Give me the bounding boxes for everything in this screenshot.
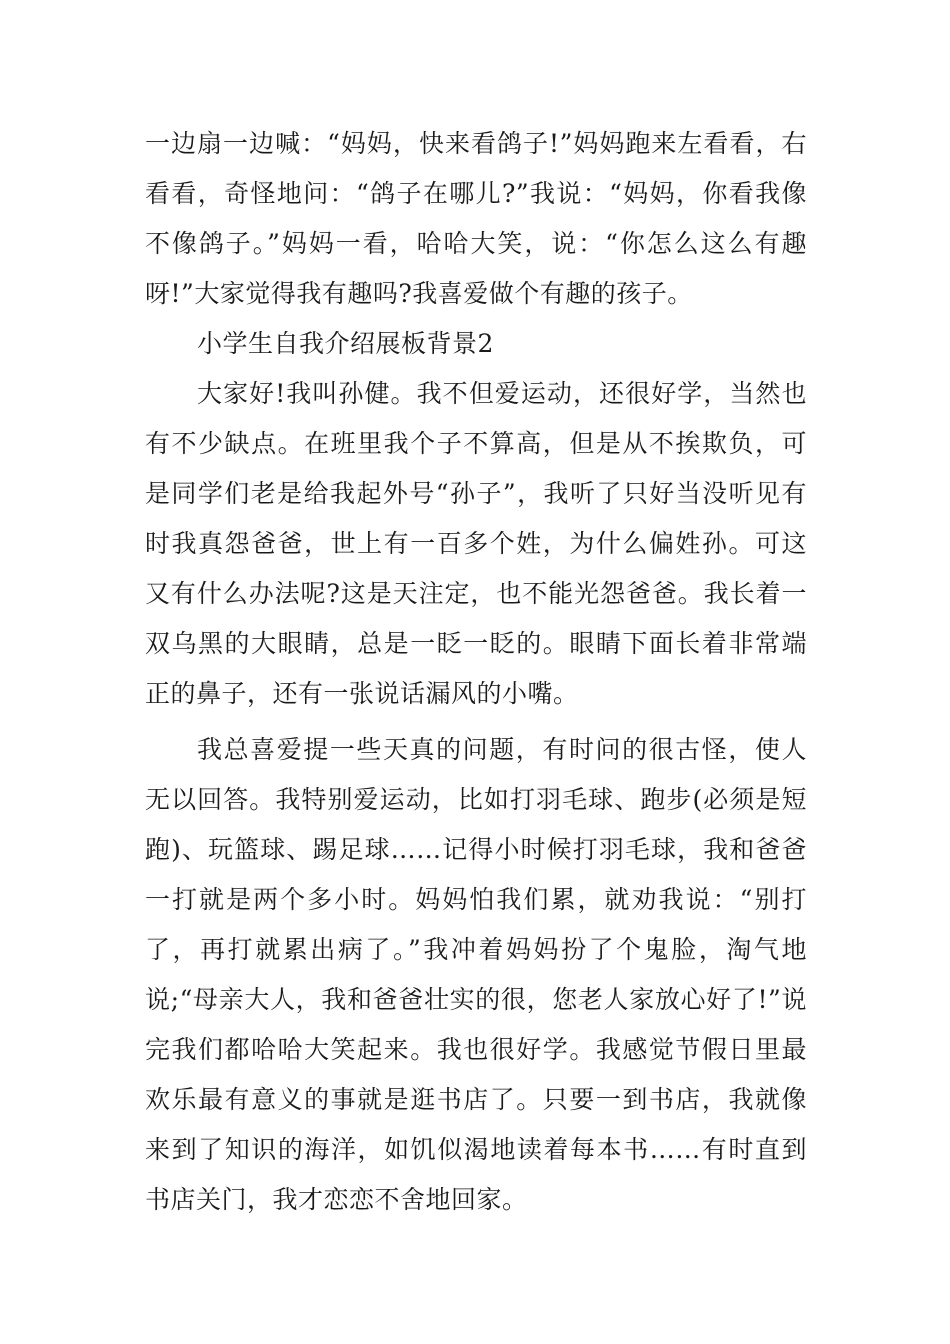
paragraph-hobbies: 我总喜爱提一些天真的问题，有时问的很古怪，使人无以回答。我特别爱运动，比如打羽毛球、跑步(必须是短跑)、玩篮球、踢足球……记得小时候打羽毛球，我和爸爸一打就是两个多小时。妈妈怕我们累，就劝我说：“别打了，再打就累出病了。”我冲着妈妈扮了个鬼脸，淘气地说;“母亲大人，我和爸爸壮实的很，您老人家放心好了!”说完我们都哈哈大笑起来。我也很好学。我感觉节假日里最欢乐最有意义的事就是逛书店了。只要一到书店，我就像来到了知识的海洋，如饥似渴地读着每本书……有时直到书店关门，我才恋恋不舍地回家。 (145, 735, 807, 1214)
document-body (145, 119, 807, 1225)
paragraph-self-intro: 大家好!我叫孙健。我不但爱运动，还很好学，当然也有不少缺点。在班里我个子不算高，但是从不挨欺负，可是同学们老是给我起外号“孙子”，我听了只好当没听见有时我真怨爸爸，世上有一百多个姓，为什么偏姓孙。可这又有什么办法呢?这是天注定，也不能光怨爸爸。我长着一双乌黑的大眼睛，总是一眨一眨的。眼睛下面长着非常端正的鼻子，还有一张说话漏风的小嘴。 (145, 379, 807, 708)
paragraph-continued: 一边扇一边喊：“妈妈，快来看鸽子!”妈妈跑来左看看，右看看，奇怪地问：“鸽子在哪儿?”我说：“妈妈，你看我像不像鸽子。”妈妈一看，哈哈大笑，说：“你怎么这么有趣呀!”大家觉得我有趣吗?我喜爱做个有趣的孩子。 (145, 129, 807, 308)
section-heading: 小学生自我介绍展板背景2 (197, 329, 494, 358)
